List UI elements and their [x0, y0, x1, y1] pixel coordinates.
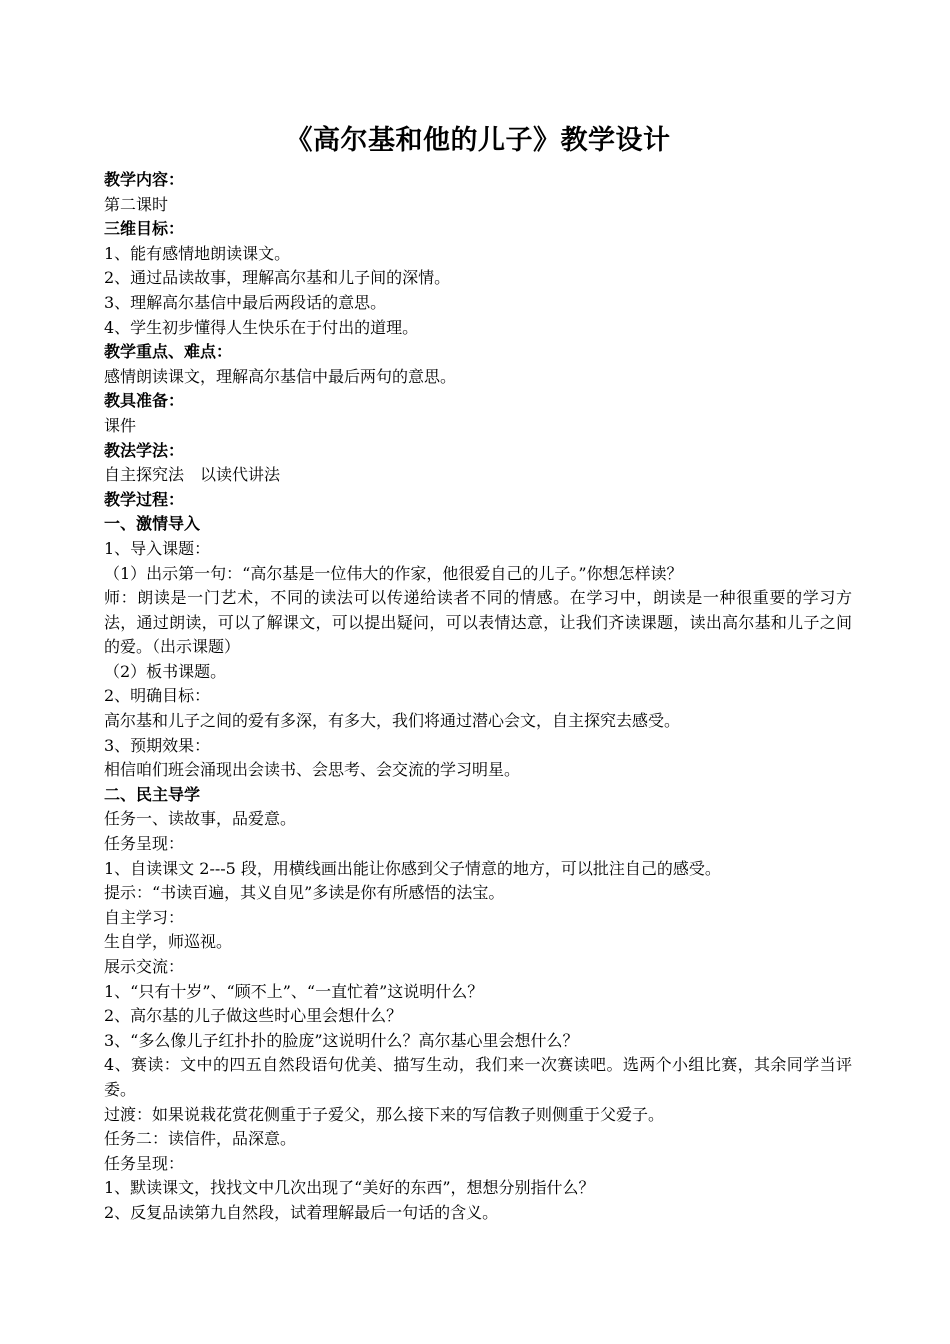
section-heading: 教学重点、难点： [104, 342, 233, 362]
body-line: 1、默读课文，找找文中几次出现了“美好的东西”，想想分别指什么？ [104, 1178, 595, 1198]
body-line: 1、导入课题： [104, 538, 211, 558]
section-heading: 二、民主导学 [104, 784, 201, 804]
body-line: 3、“多么像儿子红扑扑的脸庞”这说明什么？高尔基心里会想什么？ [104, 1030, 579, 1050]
section-heading: 一、激情导入 [104, 514, 201, 534]
body-line: 相信咱们班会涌现出会读书、会思考、会交流的学习明星。 [104, 760, 521, 780]
body-line: 第二课时 [104, 194, 169, 214]
body-line: 1、能有感情地朗读课文。 [104, 243, 291, 263]
document-title: 《高尔基和他的儿子》教学设计 [285, 125, 671, 156]
document-page [104, 118, 852, 1226]
section-heading: 教具准备： [104, 391, 185, 411]
document-body [104, 168, 852, 1226]
body-line: 生自学，师巡视。 [104, 932, 233, 952]
section-heading: 教学过程： [104, 489, 185, 509]
body-line: （1）出示第一句：“高尔基是一位伟大的作家，他很爱自己的儿子。”你想怎样读？ [104, 563, 683, 583]
body-line: 自主探究法 以读代讲法 [104, 465, 281, 485]
body-line: 提示：“书读百遍，其义自见”多读是你有所感悟的法宝。 [104, 883, 505, 903]
body-line: 师：朗读是一门艺术，不同的读法可以传递给读者不同的情感。在学习中，朗读是一种很重要的学习方法，通过朗读，可以了解课文，可以提出疑问，可以表情达意，让我们齐读课题，读出高尔基和儿子之间的爱。（出示课题） [104, 588, 852, 657]
body-line: 2、明确目标： [104, 686, 211, 706]
body-line: 4、赛读：文中的四五自然段语句优美、描写生动，我们来一次赛读吧。选两个小组比赛，其余同学当评委。 [104, 1055, 852, 1099]
body-line: 课件 [104, 415, 137, 435]
body-line: 展示交流： [104, 957, 185, 976]
section-heading: 教法学法： [104, 440, 185, 460]
body-line: 3、预期效果： [104, 735, 211, 755]
body-line: 2、反复品读第九自然段，试着理解最后一句话的含义。 [104, 1202, 499, 1222]
body-line: 任务一、读故事，品爱意。 [104, 809, 297, 829]
section-heading: 教学内容： [104, 170, 185, 189]
body-line: 2、高尔基的儿子做这些时心里会想什么？ [104, 1006, 403, 1026]
body-line: 过渡：如果说栽花赏花侧重于子爱父，那么接下来的写信教子则侧重于父爱子。 [104, 1104, 665, 1124]
body-line: 1、自读课文 2---5 段，用横线画出能让你感到父子情意的地方，可以批注自己的感受。 [104, 858, 721, 878]
body-line: 1、“只有十岁”、“顾不上”、“一直忙着”这说明什么？ [104, 981, 484, 1001]
body-line: 2、通过品读故事，理解高尔基和儿子间的深情。 [104, 268, 451, 288]
body-line: 高尔基和儿子之间的爱有多深，有多大，我们将通过潜心会文，自主探究去感受。 [104, 711, 681, 731]
body-line: 任务二：读信件，品深意。 [104, 1129, 297, 1149]
body-line: （2）板书课题。 [104, 661, 227, 681]
body-line: 3、理解高尔基信中最后两段话的意思。 [104, 292, 387, 312]
body-line: 感情朗读课文，理解高尔基信中最后两句的意思。 [104, 366, 457, 386]
body-line: 自主学习： [104, 907, 185, 927]
body-line: 4、学生初步懂得人生快乐在于付出的道理。 [104, 317, 419, 337]
section-heading: 三维目标： [104, 219, 185, 239]
body-line: 任务呈现： [104, 1153, 185, 1173]
body-line: 任务呈现： [104, 834, 185, 854]
